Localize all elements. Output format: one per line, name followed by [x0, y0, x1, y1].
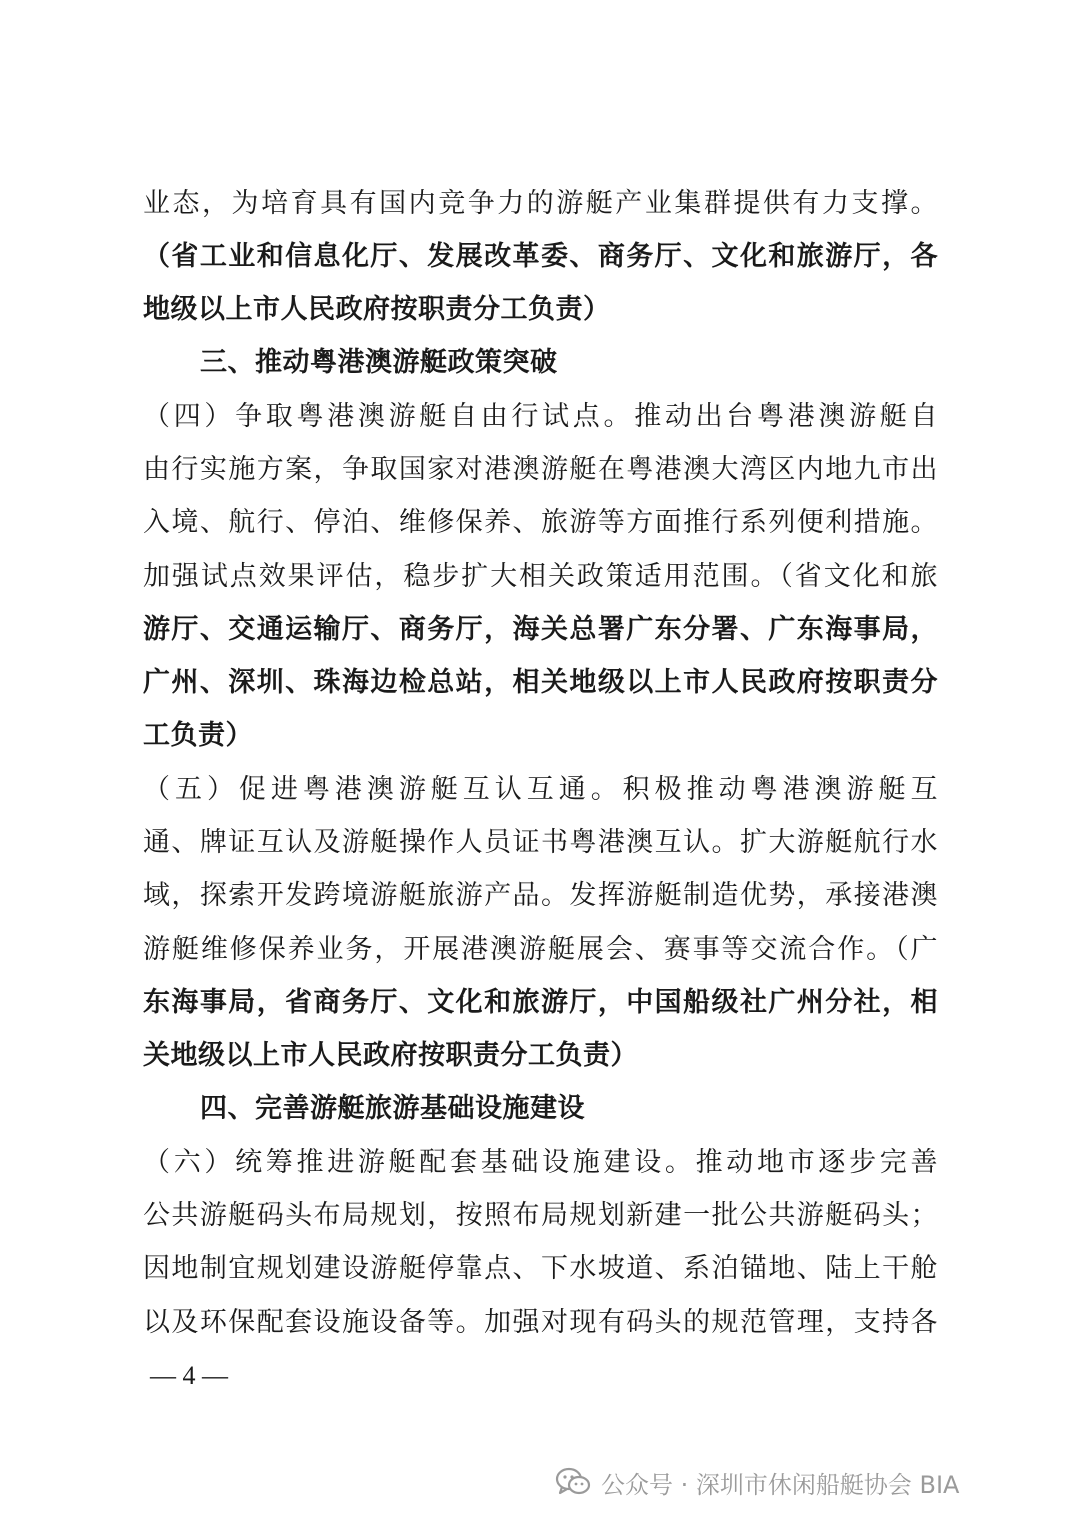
body-line: 游艇维修保养业务，开展港澳游艇展会、赛事等交流合作。（广 [143, 934, 938, 965]
body-line: 通、牌证互认及游艇操作人员证书粤港澳互认。扩大游艇航行水 [143, 827, 938, 858]
section-heading: 三、推动粤港澳游艇政策突破 [200, 347, 558, 378]
body-line: （六）统筹推进游艇配套基础设施建设。推动地市逐步完善 [143, 1147, 938, 1178]
body-line: （四）争取粤港澳游艇自由行试点。推动出台粤港澳游艇自 [143, 401, 938, 432]
body-line: 东海事局，省商务厅、文化和旅游厅，中国船级社广州分社，相 [143, 987, 938, 1018]
body-line: 地级以上市人民政府按职责分工负责） [143, 294, 611, 325]
body-line: 公共游艇码头布局规划，按照布局规划新建一批公共游艇码头； [143, 1200, 938, 1231]
body-line: 因地制宜规划建设游艇停靠点、下水坡道、系泊锚地、陆上干舱 [143, 1253, 938, 1284]
body-line: 入境、航行、停泊、维修保养、旅游等方面推行系列便利措施。 [143, 507, 938, 538]
section-heading: 四、完善游艇旅游基础设施建设 [200, 1093, 585, 1124]
page-number: — 4 — [150, 1361, 228, 1390]
watermark-text: 公众号 · 深圳市休闲船艇协会 BIA [601, 1470, 960, 1499]
body-line: 工负责） [143, 720, 253, 751]
body-line: （五）促进粤港澳游艇互认互通。积极推动粤港澳游艇互 [143, 774, 938, 805]
body-line: 由行实施方案，争取国家对港澳游艇在粤港澳大湾区内地九市出 [143, 454, 938, 485]
body-line: 域，探索开发跨境游艇旅游产品。发挥游艇制造优势，承接港澳 [143, 880, 938, 911]
body-line: 业态，为培育具有国内竞争力的游艇产业集群提供有力支撑。 [143, 188, 938, 219]
watermark [555, 1462, 959, 1502]
body-line: 广州、深圳、珠海边检总站，相关地级以上市人民政府按职责分 [143, 667, 938, 698]
body-line: 加强试点效果评估，稳步扩大相关政策适用范围。（省文化和旅 [143, 561, 938, 592]
body-line: 关地级以上市人民政府按职责分工负责） [143, 1040, 638, 1071]
wechat-icon [555, 1467, 591, 1497]
body-line: 游厅、交通运输厅、商务厅，海关总署广东分署、广东海事局， [143, 614, 938, 645]
body-line: （省工业和信息化厅、发展改革委、商务厅、文化和旅游厅，各 [143, 241, 938, 272]
body-line: 以及环保配套设施设备等。加强对现有码头的规范管理，支持各 [143, 1307, 938, 1338]
